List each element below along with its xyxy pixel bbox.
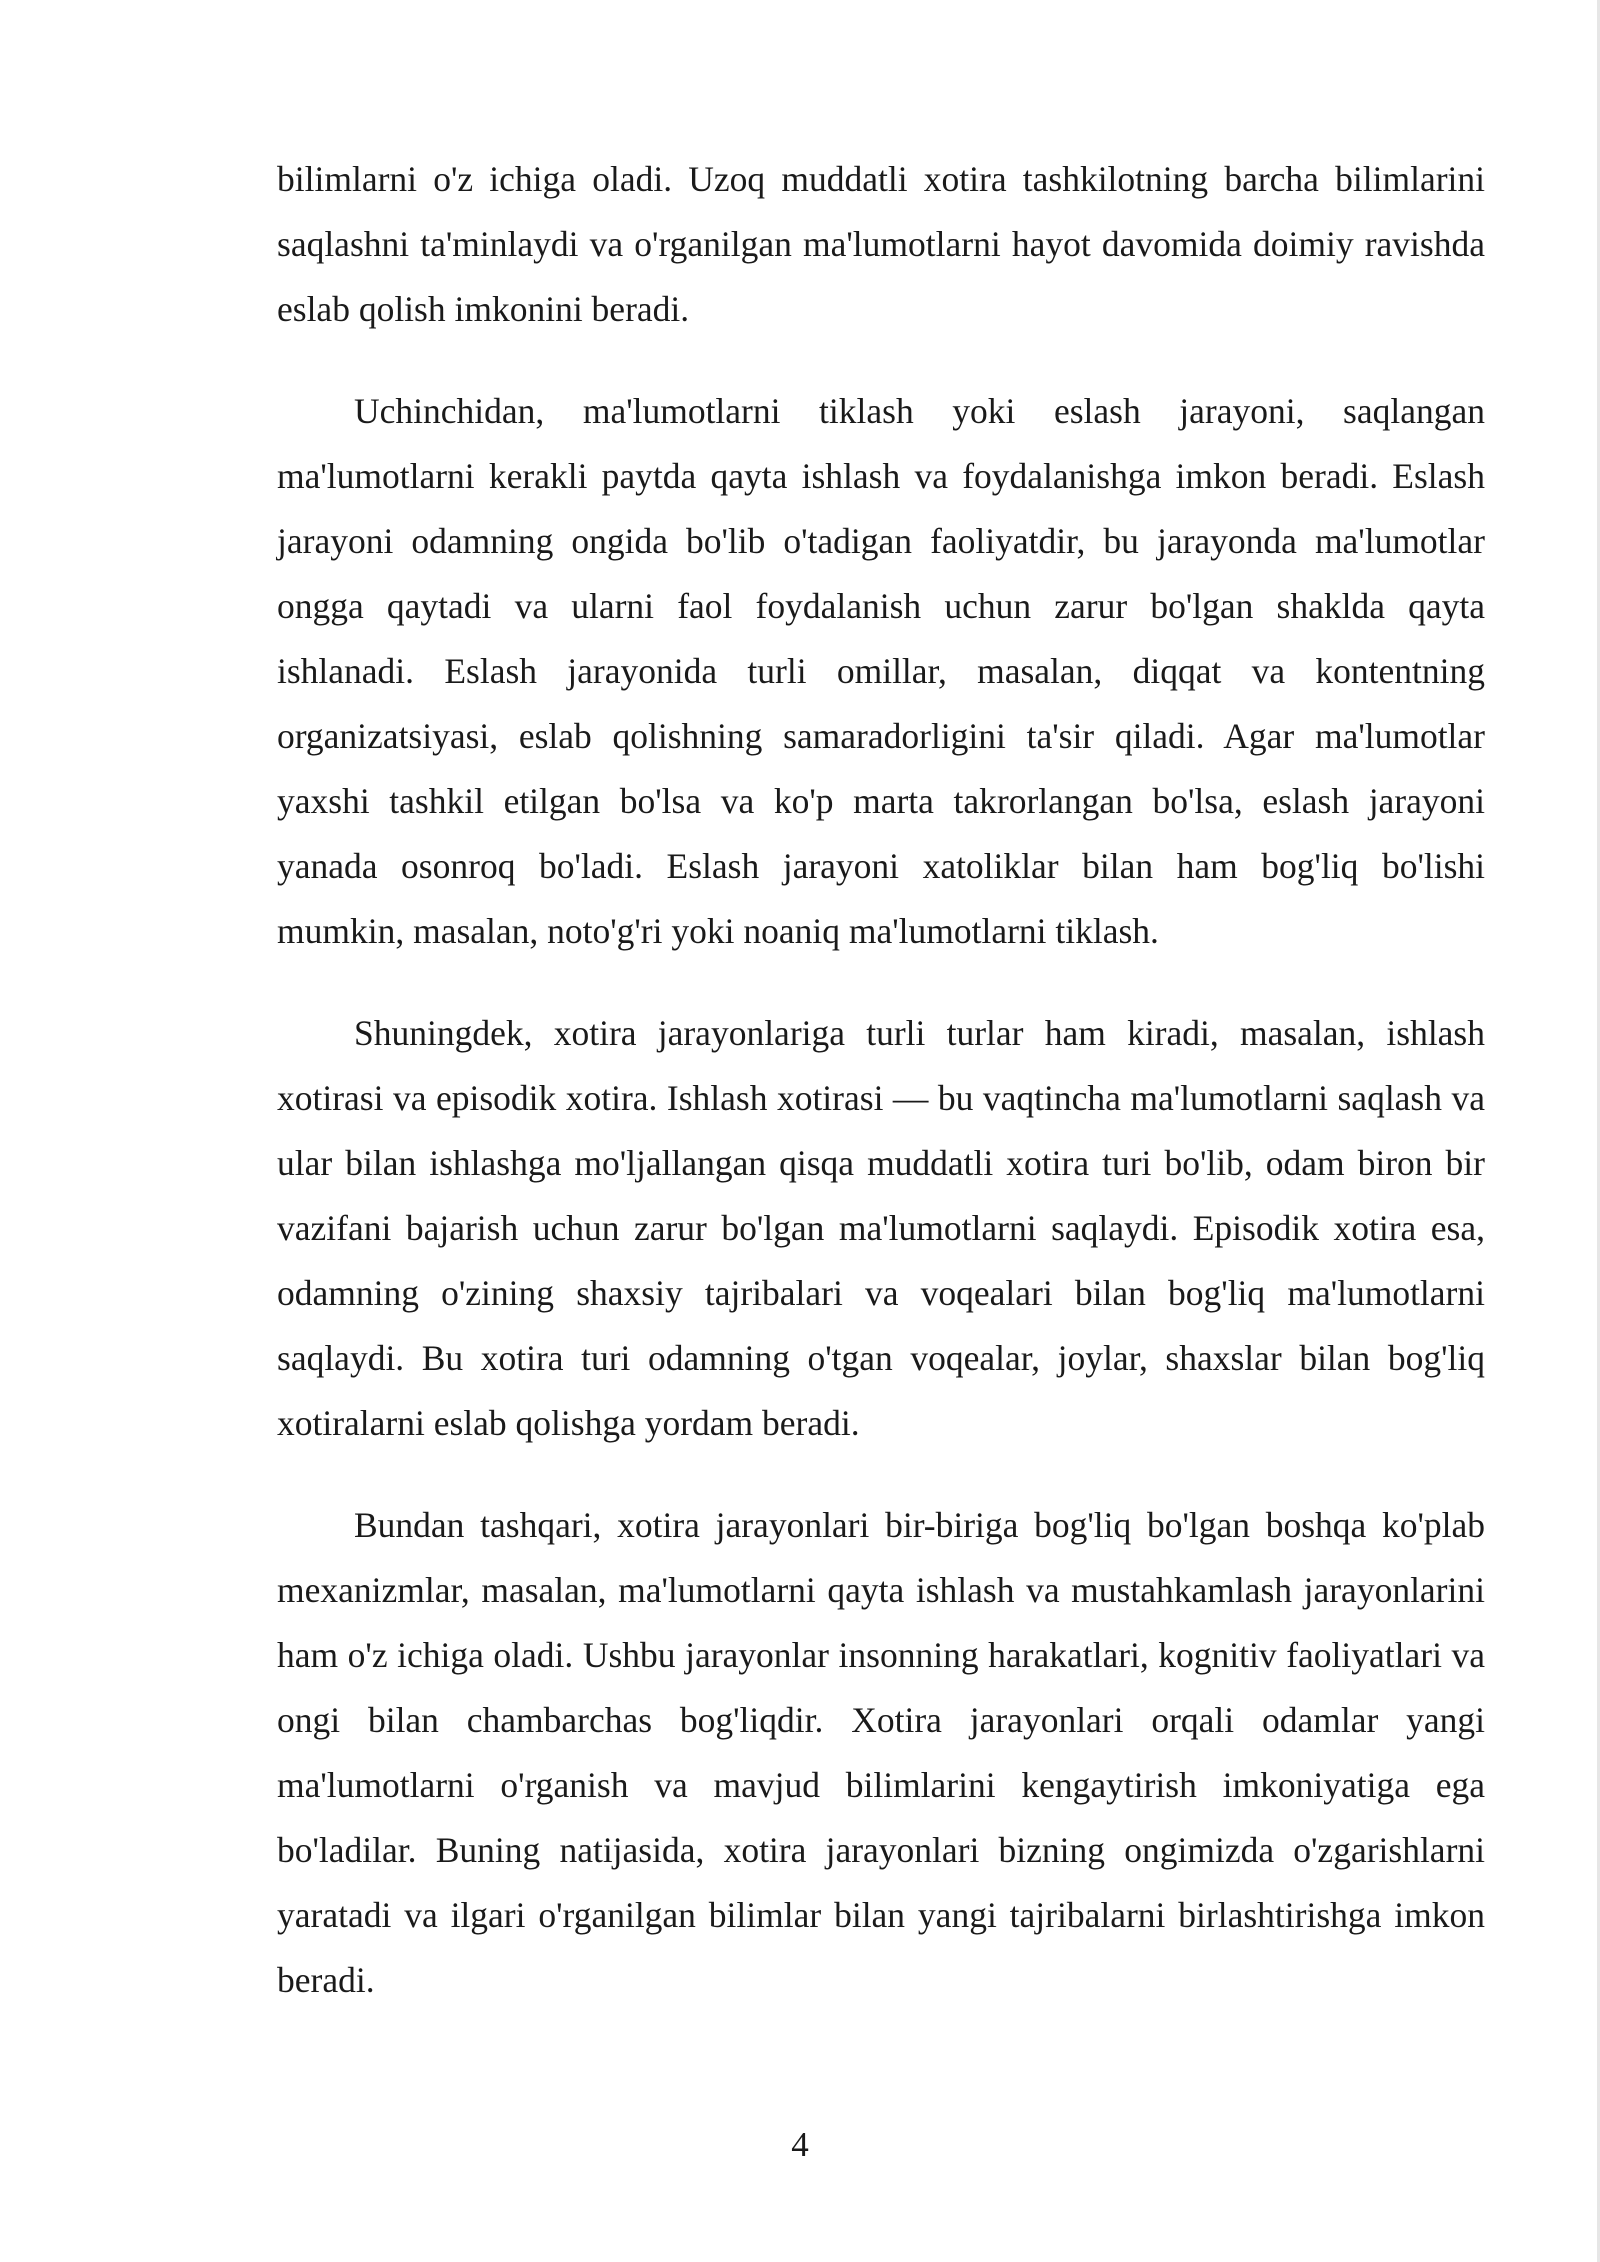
paragraph-memory-types: Shuningdek, xotira jarayonlariga turli turlar ham kiradi, masalan, ishlash xotirasi va episodik xotira. Ishlash xotirasi — bu vaqtincha ma'lumotlarni saqlash va ular bilan ishlashga mo'ljallangan qisqa muddatli xotira turi bo'lib, odam biron bir vazifani bajarish uchun zarur bo'lgan ma'lumotlarni saqlaydi. Episodik xotira esa, odamning o'zining shaxsiy tajribalari va voqealari bilan bog'liq ma'lumotlarni saqlaydi. Bu xotira turi odamning o'tgan voqealar, joylar, shaxslar bilan bog'liq xotiralarni eslab qolishga yordam beradi. (277, 1013, 1485, 1443)
paragraph-memory-mechanisms: Bundan tashqari, xotira jarayonlari bir-biriga bog'liq bo'lgan boshqa ko'plab mexanizmlar, masalan, ma'lumotlarni qayta ishlash va mustahkamlash jarayonlarini ham o'z ichiga oladi. Ushbu jarayonlar insonning harakatlari, kognitiv faoliyatlari va ongi bilan chambarchas bog'liqdir. Xotira jarayonlari orqali odamlar yangi ma'lumotlarni o'rganish va mavjud bilimlarini kengaytirish imkoniyatiga ega bo'ladilar. Buning natijasida, xotira jarayonlari bizning ongimizda o'zgarishlarni yaratadi va ilgari o'rganilgan bilimlar bilan yangi tajribalarni birlashtirishga imkon beradi. (277, 1505, 1485, 2000)
page-number: 4 (791, 2125, 809, 2164)
paragraph-continuation: bilimlarni o'z ichiga oladi. Uzoq muddatli xotira tashkilotning barcha bilimlarini saqlashni ta'minlaydi va o'rganilgan ma'lumotlarni hayot davomida doimiy ravishda eslab qolish imkonini beradi. (277, 159, 1485, 329)
document-body (277, 147, 1485, 2013)
paragraph-retrieval: Uchinchidan, ma'lumotlarni tiklash yoki eslash jarayoni, saqlangan ma'lumotlarni kerakli paytda qayta ishlash va foydalanishga imkon beradi. Eslash jarayoni odamning ongida bo'lib o'tadigan faoliyatdir, bu jarayonda ma'lumotlar ongga qaytadi va ularni faol foydalanish uchun zarur bo'lgan shaklda qayta ishlanadi. Eslash jarayonida turli omillar, masalan, diqqat va kontentning organizatsiyasi, eslab qolishning samaradorligini ta'sir qiladi. Agar ma'lumotlar yaxshi tashkil etilgan bo'lsa va ko'p marta takrorlangan bo'lsa, eslash jarayoni yanada osonroq bo'ladi. Eslash jarayoni xatoliklar bilan ham bog'liq bo'lishi mumkin, masalan, noto'g'ri yoki noaniq ma'lumotlarni tiklash. (277, 391, 1485, 951)
